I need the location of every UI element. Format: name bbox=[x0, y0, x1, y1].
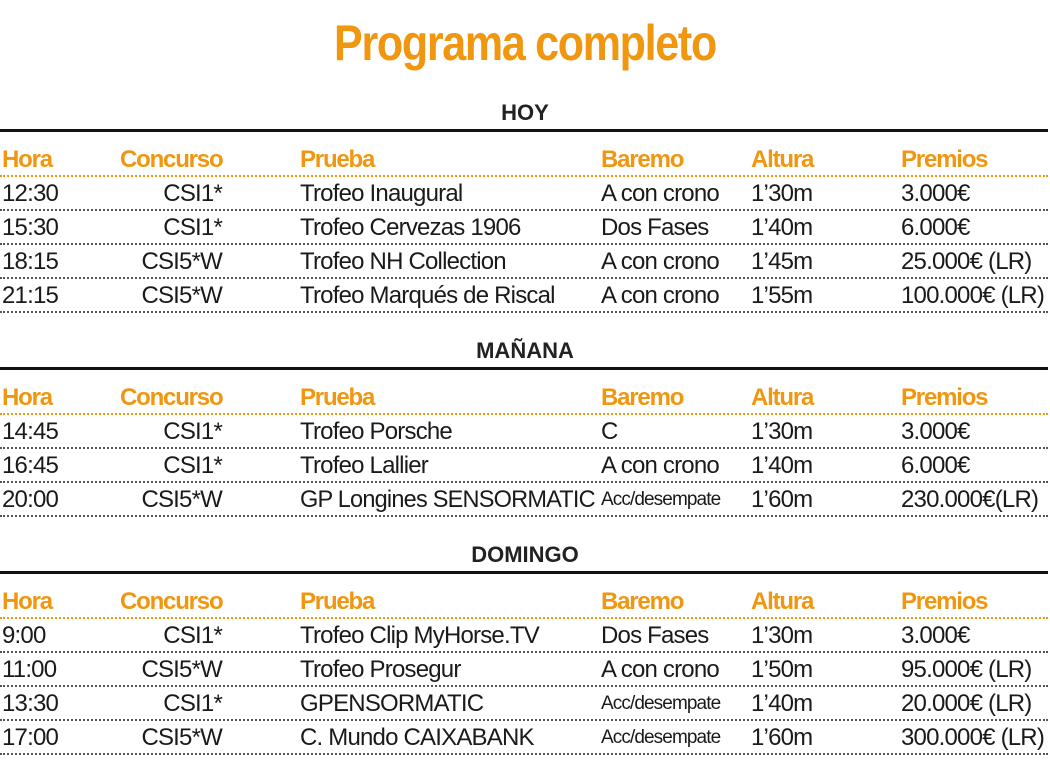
column-header-prueba: Prueba bbox=[300, 146, 375, 173]
cell-baremo: C bbox=[601, 418, 618, 445]
cell-premios: 3.000€ bbox=[901, 180, 970, 207]
row-separator bbox=[0, 175, 1048, 177]
table-header-row bbox=[0, 382, 1050, 416]
cell-hora: 20:00 bbox=[2, 486, 59, 513]
cell-hora: 16:45 bbox=[2, 452, 59, 479]
cell-hora: 18:15 bbox=[2, 248, 59, 275]
cell-prueba: Trofeo Lallier bbox=[300, 452, 428, 479]
cell-baremo: Dos Fases bbox=[601, 214, 709, 241]
cell-altura: 1’40m bbox=[751, 214, 813, 241]
cell-hora: 17:00 bbox=[2, 724, 59, 751]
table-row bbox=[0, 688, 1050, 722]
cell-premios: 300.000€ (LR) bbox=[901, 724, 1045, 751]
cell-premios: 3.000€ bbox=[901, 622, 970, 649]
cell-baremo: Acc/desempate bbox=[601, 489, 721, 510]
cell-hora: 15:30 bbox=[2, 214, 59, 241]
table-header-row bbox=[0, 586, 1050, 620]
cell-baremo: A con crono bbox=[601, 248, 719, 275]
cell-prueba: Trofeo Prosegur bbox=[300, 656, 461, 683]
cell-premios: 100.000€ (LR) bbox=[901, 282, 1045, 309]
section-divider bbox=[0, 367, 1048, 370]
cell-hora: 21:15 bbox=[2, 282, 59, 309]
cell-concurso: CSI5*W bbox=[141, 656, 222, 683]
column-header-concurso: Concurso bbox=[120, 588, 223, 615]
row-separator bbox=[0, 447, 1048, 449]
cell-baremo: A con crono bbox=[601, 656, 719, 683]
row-separator bbox=[0, 719, 1048, 721]
cell-altura: 1’30m bbox=[751, 180, 813, 207]
cell-concurso: CSI5*W bbox=[141, 486, 222, 513]
table-row bbox=[0, 484, 1050, 518]
section-title: HOY bbox=[501, 100, 549, 125]
cell-concurso: CSI1* bbox=[163, 622, 222, 649]
cell-concurso: CSI5*W bbox=[141, 724, 222, 751]
column-header-premios: Premios bbox=[901, 384, 988, 411]
row-separator bbox=[0, 651, 1048, 653]
cell-concurso: CSI1* bbox=[163, 214, 222, 241]
cell-altura: 1’30m bbox=[751, 418, 813, 445]
cell-baremo: Acc/desempate bbox=[601, 727, 721, 748]
table-row bbox=[0, 416, 1050, 450]
table-row bbox=[0, 654, 1050, 688]
section-divider bbox=[0, 571, 1048, 574]
row-separator bbox=[0, 515, 1048, 517]
cell-prueba: C. Mundo CAIXABANK bbox=[300, 724, 534, 751]
section-title: DOMINGO bbox=[471, 542, 579, 567]
cell-baremo: Acc/desempate bbox=[601, 693, 721, 714]
column-header-concurso: Concurso bbox=[120, 384, 223, 411]
cell-premios: 6.000€ bbox=[901, 214, 970, 241]
row-separator bbox=[0, 753, 1048, 755]
cell-prueba: Trofeo NH Collection bbox=[300, 248, 506, 275]
section-divider bbox=[0, 129, 1048, 132]
cell-hora: 14:45 bbox=[2, 418, 59, 445]
column-header-hora: Hora bbox=[2, 588, 52, 615]
row-separator bbox=[0, 685, 1048, 687]
cell-premios: 95.000€ (LR) bbox=[901, 656, 1032, 683]
row-separator bbox=[0, 209, 1048, 211]
column-header-altura: Altura bbox=[751, 146, 814, 173]
page-title: Programa completo bbox=[334, 15, 716, 71]
cell-prueba: Trofeo Marqués de Riscal bbox=[300, 282, 555, 309]
cell-concurso: CSI1* bbox=[163, 690, 222, 717]
table-header-row bbox=[0, 144, 1050, 178]
section-title: MAÑANA bbox=[476, 338, 574, 363]
cell-concurso: CSI1* bbox=[163, 452, 222, 479]
cell-prueba: Trofeo Clip MyHorse.TV bbox=[300, 622, 539, 649]
column-header-premios: Premios bbox=[901, 588, 988, 615]
cell-concurso: CSI1* bbox=[163, 418, 222, 445]
cell-prueba: Trofeo Cervezas 1906 bbox=[300, 214, 521, 241]
column-header-baremo: Baremo bbox=[601, 146, 684, 173]
cell-premios: 6.000€ bbox=[901, 452, 970, 479]
cell-concurso: CSI1* bbox=[163, 180, 222, 207]
cell-premios: 20.000€ (LR) bbox=[901, 690, 1032, 717]
cell-altura: 1’50m bbox=[751, 656, 813, 683]
column-header-concurso: Concurso bbox=[120, 146, 223, 173]
cell-altura: 1’30m bbox=[751, 622, 813, 649]
row-separator bbox=[0, 243, 1048, 245]
column-header-prueba: Prueba bbox=[300, 588, 375, 615]
table-row bbox=[0, 178, 1050, 212]
cell-premios: 25.000€ (LR) bbox=[901, 248, 1032, 275]
cell-premios: 230.000€(LR) bbox=[901, 486, 1039, 513]
cell-altura: 1’55m bbox=[751, 282, 813, 309]
table-row bbox=[0, 722, 1050, 756]
cell-hora: 9:00 bbox=[2, 622, 46, 649]
cell-baremo: A con crono bbox=[601, 452, 719, 479]
row-separator bbox=[0, 481, 1048, 483]
column-header-premios: Premios bbox=[901, 146, 988, 173]
cell-concurso: CSI5*W bbox=[141, 248, 222, 275]
cell-altura: 1’40m bbox=[751, 452, 813, 479]
cell-altura: 1’60m bbox=[751, 486, 813, 513]
column-header-hora: Hora bbox=[2, 146, 52, 173]
cell-premios: 3.000€ bbox=[901, 418, 970, 445]
cell-altura: 1’40m bbox=[751, 690, 813, 717]
cell-baremo: A con crono bbox=[601, 180, 719, 207]
cell-altura: 1’60m bbox=[751, 724, 813, 751]
column-header-baremo: Baremo bbox=[601, 384, 684, 411]
row-separator bbox=[0, 413, 1048, 415]
cell-altura: 1’45m bbox=[751, 248, 813, 275]
cell-prueba: GPENSORMATIC bbox=[300, 690, 484, 717]
cell-hora: 12:30 bbox=[2, 180, 59, 207]
table-row bbox=[0, 450, 1050, 484]
cell-prueba: Trofeo Inaugural bbox=[300, 180, 463, 207]
table-row bbox=[0, 246, 1050, 280]
cell-baremo: Dos Fases bbox=[601, 622, 709, 649]
column-header-hora: Hora bbox=[2, 384, 52, 411]
cell-concurso: CSI5*W bbox=[141, 282, 222, 309]
cell-hora: 11:00 bbox=[2, 656, 57, 683]
cell-baremo: A con crono bbox=[601, 282, 719, 309]
column-header-altura: Altura bbox=[751, 384, 814, 411]
row-separator bbox=[0, 311, 1048, 313]
row-separator bbox=[0, 277, 1048, 279]
column-header-baremo: Baremo bbox=[601, 588, 684, 615]
column-header-prueba: Prueba bbox=[300, 384, 375, 411]
table-row bbox=[0, 620, 1050, 654]
column-header-altura: Altura bbox=[751, 588, 814, 615]
cell-prueba: Trofeo Porsche bbox=[300, 418, 452, 445]
row-separator bbox=[0, 617, 1048, 619]
table-row bbox=[0, 280, 1050, 314]
cell-hora: 13:30 bbox=[2, 690, 59, 717]
table-row bbox=[0, 212, 1050, 246]
cell-prueba: GP Longines SENSORMATIC bbox=[300, 486, 595, 513]
